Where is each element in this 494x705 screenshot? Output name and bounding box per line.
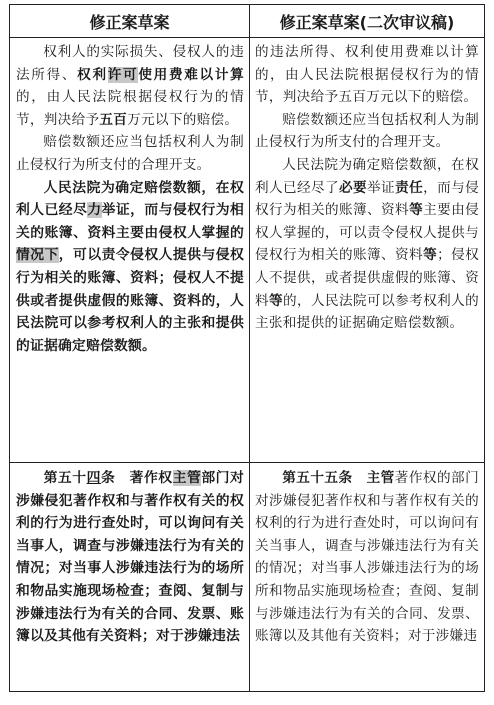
header-divider xyxy=(10,37,484,38)
row-divider xyxy=(10,462,484,463)
header-left: 修正案草案 xyxy=(89,12,170,32)
column-divider xyxy=(249,5,250,691)
left-paragraph-3: 人民法院为确定赔偿数额，在权利人已经尽力举证，而与侵权行为相关的账簿、资料主要由侵权人掌握的情况下，可以责令侵权人提供与侵权行为相关的账簿、资料；侵权人不提供或者提供虚假的账簿、资料的，人民法院可以参考权利人的主张和提供的证据确定赔偿数额。 xyxy=(16,179,244,354)
left-paragraph-1: 权利人的实际损失、侵权人的违法所得、权利许可使用费难以计算的，由人民法院根据侵权行为的情节，判决给予五百万元以下的赔偿。 xyxy=(16,44,244,128)
left-top-cell xyxy=(16,41,244,460)
left-paragraph-2: 赔偿数额还应当包括权利人为制止侵权行为所支付的合理开支。 xyxy=(16,134,244,173)
left-bottom-cell xyxy=(16,467,244,689)
right-paragraph-3: 人民法院为确定赔偿数额，在权利人已经尽了必要举证责任，而与侵权行为相关的账簿、资料等主要由侵权人掌握的，可以责令侵权人提供与侵权行为相关的账簿、资料等；侵权人不提供，或者提供虚假的账簿、资料等的，人民法院可以参考权利人的主张和提供的证据确定赔偿数额。 xyxy=(255,156,479,332)
right-article-55: 第五十五条 主管著作权的部门对涉嫌侵犯著作权和与著作权有关的权利的行为进行查处时，可以询问有关当事人，调查与涉嫌违法行为有关的情况；对当事人涉嫌违法行为的场所和物品实施现场检查；查阅、复制与涉嫌违法行为有关的合同、发票、账簿以及其他有关资料；对于涉嫌违 xyxy=(255,470,479,645)
right-paragraph-1: 的违法所得、权利使用费难以计算的，由人民法院根据侵权行为的情节，判决给予五百万元以下的赔偿。 xyxy=(255,44,479,106)
comparison-table xyxy=(9,4,485,692)
right-paragraph-2: 赔偿数额还应当包括权利人为制止侵权行为所支付的合理开支。 xyxy=(255,111,479,151)
right-top-cell xyxy=(255,41,479,460)
right-bottom-cell xyxy=(255,467,479,689)
header-right: 修正案草案(二次审议稿) xyxy=(279,12,455,32)
left-article-54: 第五十四条 著作权主管部门对涉嫌侵犯著作权和与著作权有关的权利的行为进行查处时，可以询问有关当事人，调查与涉嫌违法行为有关的情况；对当事人涉嫌违法行为的场所和物品实施现场检查；查阅、复制与涉嫌违法行为有关的合同、发票、账簿以及其他有关资料；对于涉嫌违法 xyxy=(16,470,244,645)
